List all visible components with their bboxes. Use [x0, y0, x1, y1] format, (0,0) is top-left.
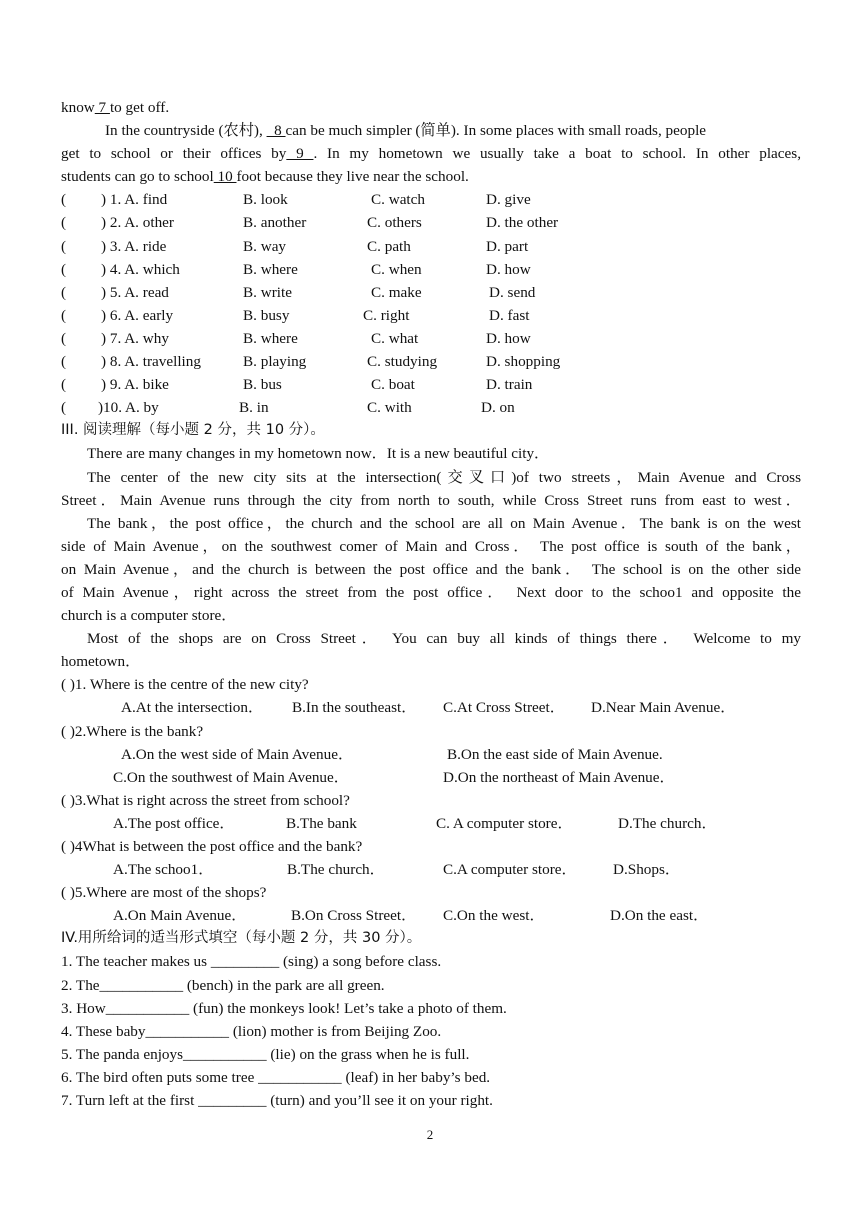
option-c: C. when [371, 260, 422, 278]
option-b: B.On Cross Street． [291, 907, 417, 925]
reading-question-2-options [61, 743, 801, 766]
option-c: C.On the southwest of Main Avenue． [113, 768, 349, 786]
reading-paragraph-3-line: on Main Avenue，and the church is between the post office and the bank． The school is on the other side [61, 560, 801, 578]
cloze-blank-10: 10 [213, 168, 237, 186]
answer-paren: ( [61, 214, 67, 232]
option-d: D. on [481, 399, 515, 417]
option-d: D. part [486, 237, 529, 255]
reading-question-3: ( )3.What is right across the street from school? [61, 791, 350, 809]
option-a: A.The post office． [113, 814, 235, 832]
fill-in-item: 2. The___________ (bench) in the park are all green. [61, 976, 385, 994]
option-d: D. give [486, 191, 531, 209]
answer-paren: ( [61, 191, 67, 209]
fill-in-item: 4. These baby___________ (lion) mother is from Beijing Zoo. [61, 1022, 442, 1040]
option-b: B. look [243, 191, 288, 209]
cloze-text: get to school or their offices by [61, 145, 287, 163]
option-d: D.On the east． [610, 907, 709, 925]
cloze-question-row [61, 258, 801, 281]
option-d: D.On the northeast of Main Avenue． [443, 768, 675, 786]
cloze-question-row [61, 235, 801, 258]
worksheet-page [61, 96, 801, 1112]
option-b: B. bus [243, 376, 282, 394]
cloze-question-row [61, 327, 801, 350]
option-c: C.A computer store． [443, 861, 577, 879]
reading-question-4: ( )4What is between the post office and the bank? [61, 838, 363, 855]
option-d: D. train [486, 376, 533, 394]
cloze-line-1 [61, 96, 801, 119]
option-c: C. path [367, 237, 411, 255]
option-b: B.The church． [287, 861, 385, 879]
reading-paragraph-3-line: The bank，the post office，the church and the school are all on Main Avenue．The bank is on the west [87, 514, 801, 532]
option-a: ) 7. A. why [101, 329, 169, 347]
cloze-blank-8: 8 [266, 122, 286, 140]
option-c: C. A computer store． [436, 814, 573, 832]
option-b: B. where [243, 260, 298, 278]
answer-paren: ( [61, 329, 67, 347]
cloze-text: In the countryside (农村), [105, 122, 263, 140]
cloze-question-row [61, 350, 801, 373]
reading-paragraph-2-line: The center of the new city sits at the intersection(交叉口)of two streets，Main Avenue and Cross [87, 468, 801, 486]
cloze-blank-7: 7 [94, 99, 110, 116]
cloze-line-4 [61, 165, 801, 188]
section-4-title: IV.用所给词的适当形式填空（每小题 2 分，共 30 分）。 [61, 930, 422, 947]
reading-question-1: ( )1. Where is the centre of the new city? [61, 676, 309, 694]
cloze-text: students can go to school [61, 168, 214, 186]
cloze-question-row [61, 396, 801, 419]
option-c: C. with [367, 399, 412, 417]
reading-question-2: ( )2.Where is the bank? [61, 722, 204, 740]
answer-paren: ( [61, 399, 67, 417]
reading-paragraph-3-line: of Main Avenue，right across the street from the post office． Next door to the schoo1 and opposite the [61, 583, 801, 601]
option-a: A.The schoo1． [113, 861, 214, 879]
cloze-question-row [61, 211, 801, 234]
cloze-question-row [61, 188, 801, 211]
option-a: ) 9. A. bike [101, 376, 169, 394]
section-3-title: III. 阅读理解（每小题 2 分，共 10 分）。 [61, 422, 325, 439]
answer-paren: ( [61, 306, 67, 324]
cloze-line-3 [61, 142, 801, 165]
option-c: C. studying [367, 353, 438, 371]
option-a: ) 2. A. other [101, 214, 174, 232]
option-b: B. where [243, 329, 298, 347]
option-c: C. watch [371, 191, 425, 209]
reading-question-5-options [61, 904, 801, 927]
reading-question-1-options [61, 696, 801, 719]
reading-question-5: ( )5.Where are most of the shops? [61, 884, 267, 902]
fill-in-item: 7. Turn left at the first _________ (turn) and you’ll see it on your right. [61, 1092, 493, 1110]
page-number: 2 [426, 1127, 434, 1142]
option-a: A.On the west side of Main Avenue． [121, 745, 354, 763]
option-c: C. make [371, 283, 422, 301]
option-c: C. right [363, 306, 410, 324]
cloze-question-row [61, 373, 801, 396]
option-b: B. in [239, 399, 269, 417]
option-b: B. write [243, 283, 292, 301]
option-a: ) 4. A. which [101, 260, 180, 278]
option-a: ) 1. A. find [101, 191, 168, 209]
answer-paren: ( [61, 237, 67, 255]
cloze-text: can be much simpler (简单). In some places with small roads, people [285, 122, 707, 140]
option-d: D.Shops． [613, 861, 681, 879]
reading-question-3-options [61, 812, 801, 835]
reading-paragraph-3-line: side of Main Avenue，on the southwest comer of Main and Cross． The post office is south of the bank， [61, 537, 801, 555]
option-b: B.The bank [286, 814, 357, 832]
fill-in-list [61, 950, 801, 1112]
answer-paren: ( [61, 353, 67, 371]
option-d: D. how [486, 260, 531, 278]
reading-paragraph-1: There are many changes in my hometown now．It is a new beautiful city． [87, 445, 550, 463]
reading-paragraph-3-line: church is a computer store． [61, 607, 237, 625]
cloze-text: . In my hometown we usually take a boat to school. In other places, [313, 145, 801, 163]
option-d: D. shopping [486, 353, 561, 371]
option-c: C. what [371, 329, 419, 347]
option-d: D.The church． [618, 814, 717, 832]
option-a: )10. A. by [98, 399, 159, 417]
reading-paragraph-4-line: Most of the shops are on Cross Street． You can buy all kinds of things there． Welcome to my [87, 630, 801, 648]
option-a: A.On Main Avenue． [113, 907, 247, 925]
reading-question-4-options [61, 858, 801, 881]
fill-in-item: 5. The panda enjoys___________ (lie) on the grass when he is full. [61, 1045, 470, 1063]
option-a: ) 8. A. travelling [101, 353, 201, 371]
cloze-text: to get off. [109, 99, 170, 116]
reading-paragraph-2-line: Street．Main Avenue runs through the city from north to south, while Cross Street runs from east to west． [61, 491, 801, 509]
option-b: B. way [243, 237, 287, 255]
option-d: D. send [489, 283, 536, 301]
fill-in-item: 6. The bird often puts some tree ___________ (leaf) in her baby’s bed. [61, 1068, 491, 1086]
cloze-question-row [61, 281, 801, 304]
fill-in-item: 3. How___________ (fun) the monkeys look! Let’s take a photo of them. [61, 999, 507, 1017]
answer-paren: ( [61, 283, 67, 301]
option-d: D.Near Main Avenue． [591, 699, 736, 717]
option-b: B.In the southeast． [292, 699, 417, 717]
cloze-blank-9: 9 [286, 145, 314, 163]
answer-paren: ( [61, 376, 67, 394]
option-c: C.On the west． [443, 907, 545, 925]
option-b: B. busy [243, 306, 290, 324]
cloze-text: foot because they live near the school. [236, 168, 469, 186]
option-c: C.At Cross Street． [443, 699, 565, 717]
option-d: D. the other [486, 214, 559, 232]
option-b: B.On the east side of Main Avenue. [447, 745, 663, 763]
cloze-question-list [61, 188, 801, 419]
option-d: D. how [486, 329, 531, 347]
reading-paragraph-4-line: hometown． [61, 653, 141, 671]
option-a: ) 3. A. ride [101, 237, 167, 255]
option-a: A.At the intersection． [121, 699, 264, 717]
fill-in-item: 1. The teacher makes us _________ (sing) a song before class. [61, 953, 442, 971]
option-a: ) 6. A. early [101, 306, 174, 324]
option-d: D. fast [489, 306, 530, 324]
reading-question-2-options [61, 766, 801, 789]
option-b: B. another [243, 214, 307, 232]
answer-paren: ( [61, 260, 67, 278]
option-b: B. playing [243, 353, 307, 371]
cloze-question-row [61, 304, 801, 327]
option-c: C. boat [371, 376, 415, 394]
option-a: ) 5. A. read [101, 283, 169, 301]
option-c: C. others [367, 214, 422, 232]
cloze-text: know [61, 99, 95, 116]
cloze-line-2 [61, 119, 801, 142]
